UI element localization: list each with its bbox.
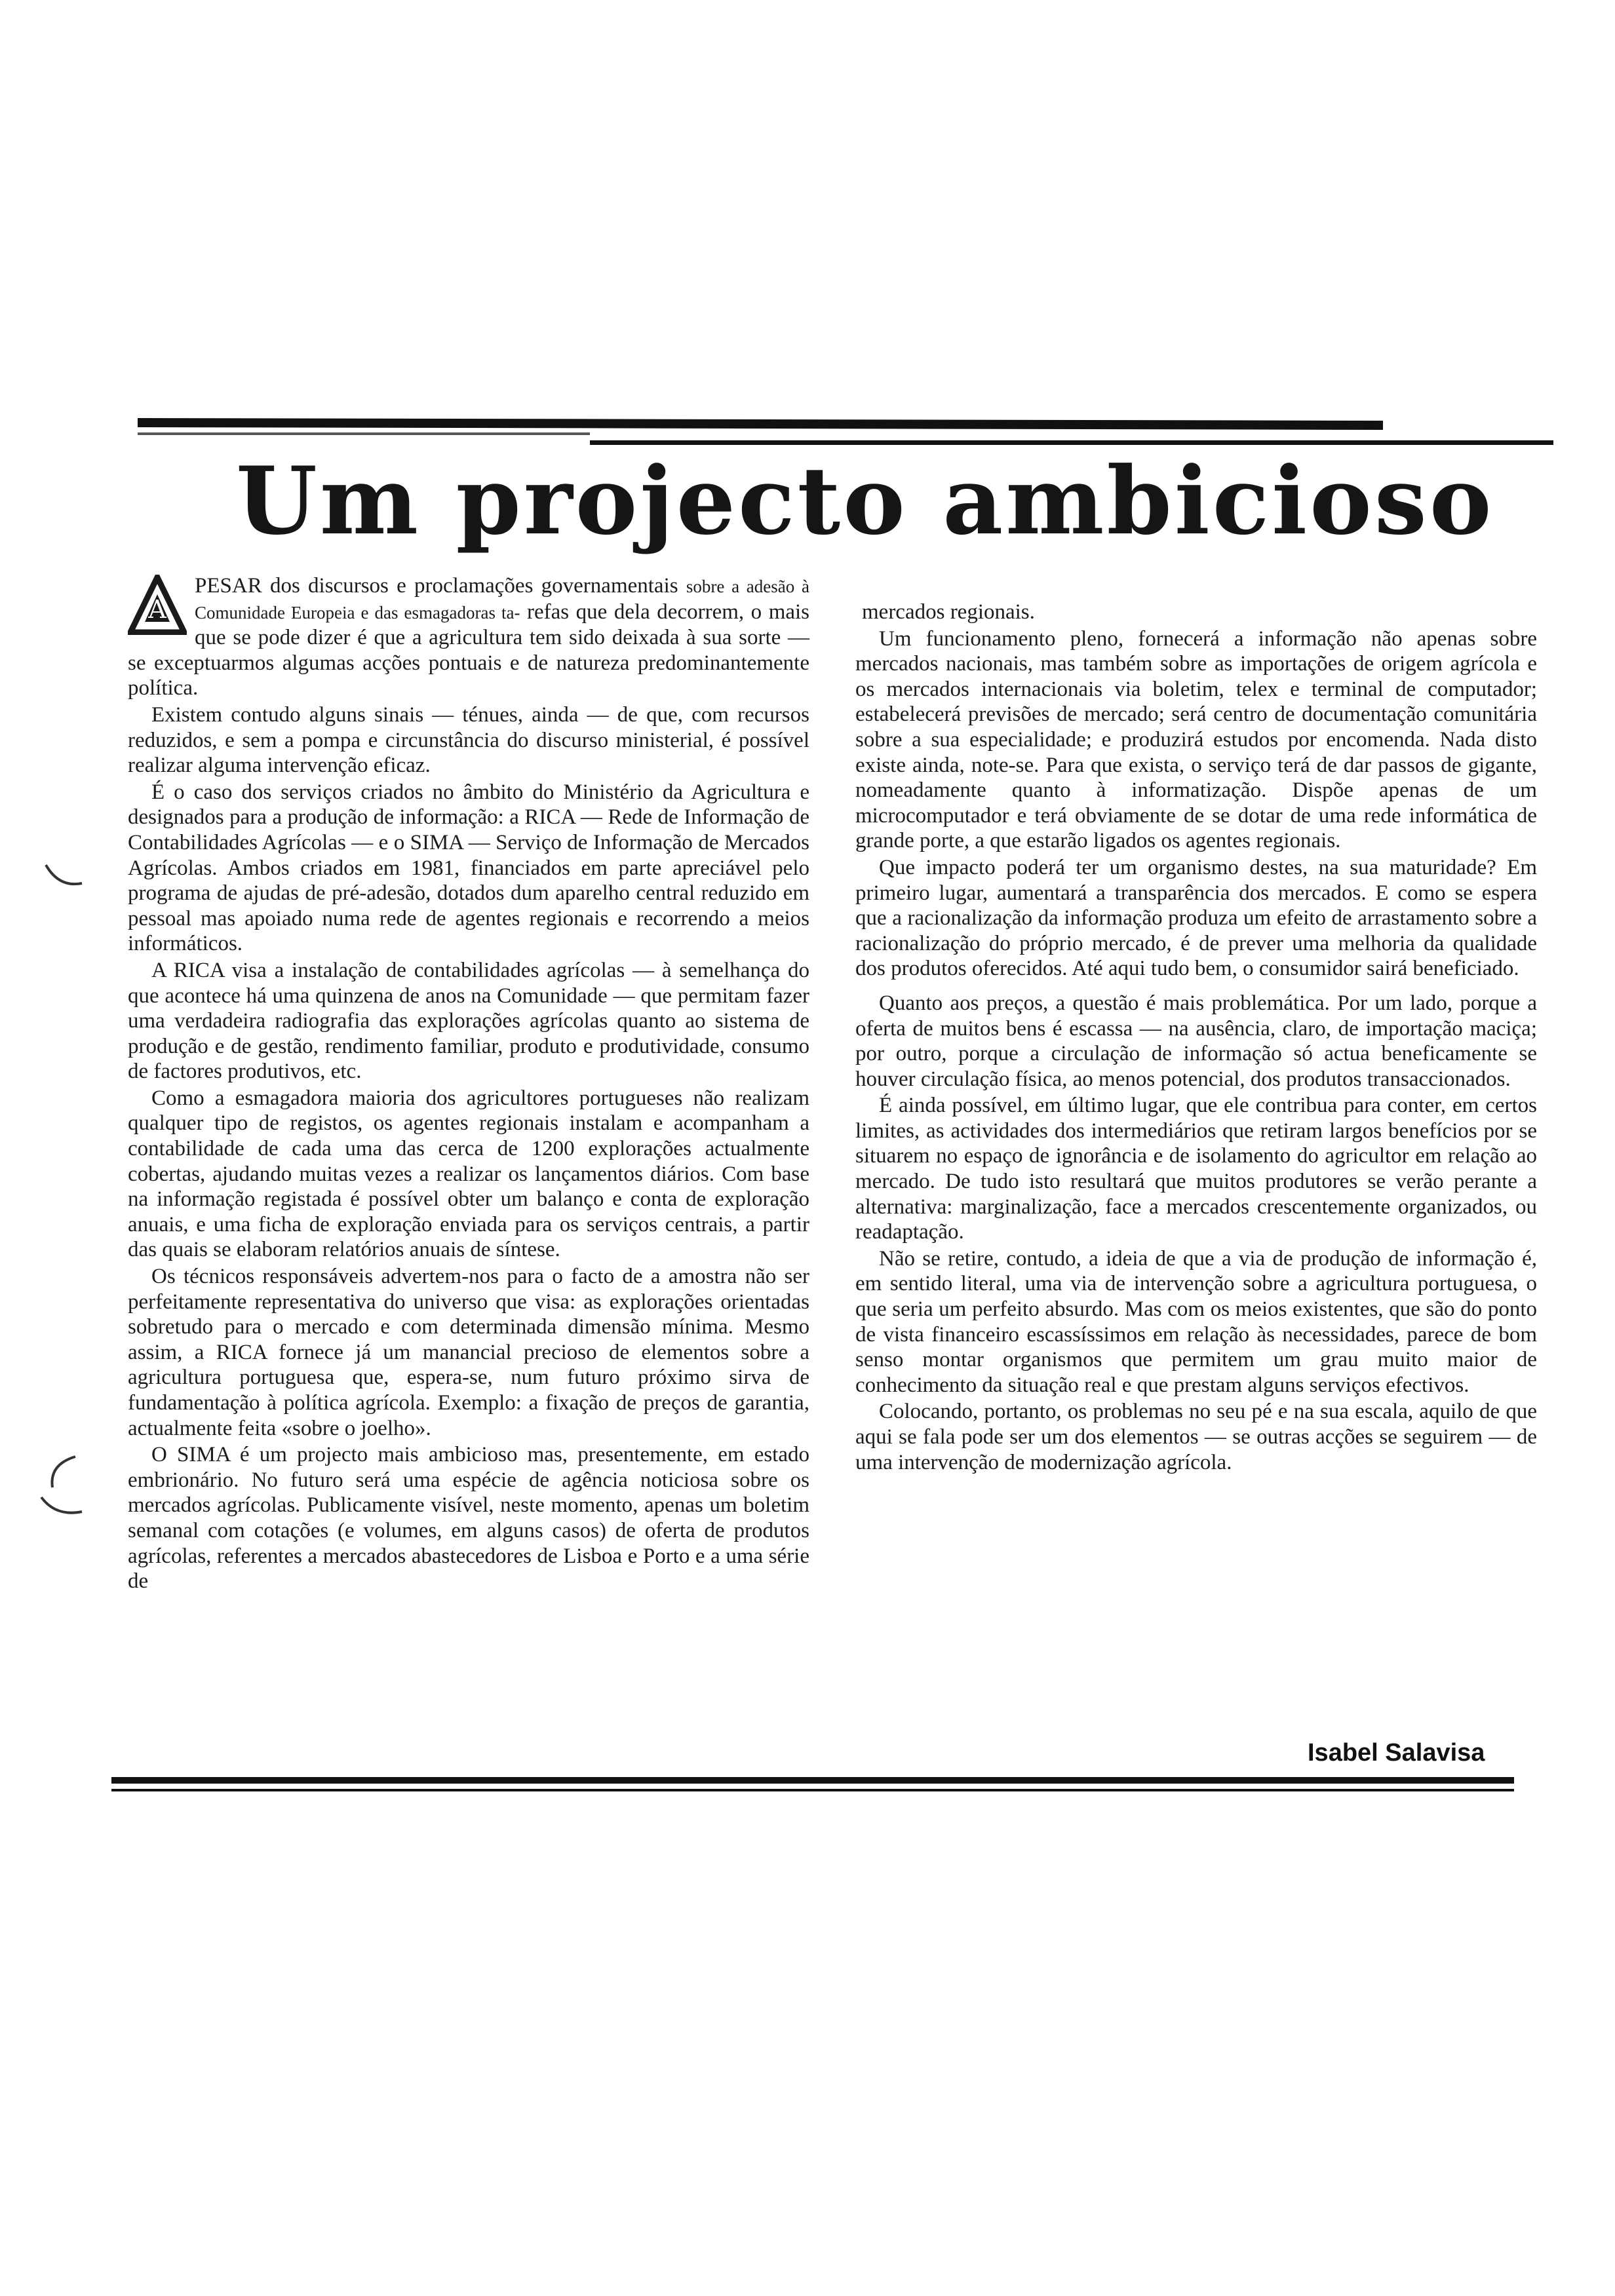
paragraph: Quanto aos preços, a questão é mais problemática. Por um lado, porque a oferta de muitos bens é escassa — na ausência, claro, de importação maciça; por outro, porque a circulação de informação só actua beneficamente se houver circulação física, ao menos potencial, dos produtos transaccionados. [855, 991, 1537, 1091]
paragraph: Colocando, portanto, os problemas no seu pé e na sua escala, aquilo de que aqui se fala pode ser um dos elementos — se outras acções se seguirem — de uma intervenção de modernização agrícola. [855, 1400, 1537, 1474]
right-column [855, 600, 1537, 1476]
paragraph: Os técnicos responsáveis advertem-nos para o facto de a amostra não ser perfeitamente representativa do universo que visa: as explorações orientadas sobretudo para o mercado e com determinada dimensão mínima. Mesmo assim, a RICA fornece já um manancial precioso de elementos sobre a agricultura portuguesa que, espera-se, num futuro próximo sirva de fundamentação à política agrícola. Exemplo: a fixação de preços de garantia, actualmente feita «sobre o joelho». [128, 1265, 809, 1440]
paragraph: Não se retire, contudo, a ideia de que a via de produção de informação é, em sentido literal, uma via de intervenção sobre a agricultura portuguesa, o que seria um perfeito absurdo. Mas com os meios existentes, que são do ponto de vista financeiro escassíssimos em relação às necessidades, parece de bom senso montar organismos que permitem um grau muito maior de conhecimento da situação real e que prestam alguns serviços efectivos. [855, 1246, 1537, 1397]
lead-small-text: sobre a adesão à Comunidade Europeia e das esmagadoras ta- [195, 577, 809, 622]
paragraph: Existem contudo alguns sinais — ténues, ainda — de que, com recursos reduzidos, e sem a pompa e circunstância do discurso ministerial, é possível realizar alguma intervenção eficaz. [128, 702, 809, 778]
dropcap-letter: A [148, 595, 166, 624]
paragraph: A RICA visa a instalação de contabilidades agrícolas — à semelhança do que acontece há uma quinzena de anos na Comunidade — que permitam fazer uma verdadeira radiografia das explorações agrícolas quanto ao sistema de produção e de gestão, rendimento familiar, produto e produtividade, consumo de factores produtivos, etc. [128, 958, 809, 1084]
paragraph: Como a esmagadora maioria dos agricultores portugueses não realizam qualquer tipo de registos, os agentes regionais instalam e acompanham a contabilidade de cada uma das cerca de 1200 explorações actualmente cobertas, ajudando muitas vezes a realizar os lançamentos diários. Com base na informação registada é possível obter um balanço e conta de exploração anuais, e uma ficha de exploração enviada para os serviços centrais, a partir das quais se elaboram relatórios anuais de síntese. [128, 1086, 809, 1262]
lead-paragraph [128, 573, 809, 701]
paragraph: É ainda possível, em último lugar, que ele contribua para conter, em certos limites, as actividades dos intermediários que retiram largos benefícios por se situarem no espaço de ignorância e de isolamento do agricultor em relação ao mercado. De tudo isto resultará que muitos produtores se verão perante a alternativa: marginalização, face a mercados crescentemente organizados, ou readaptação. [855, 1094, 1537, 1244]
paragraph: Que impacto poderá ter um organismo destes, na sua maturidade? Em primeiro lugar, aumentará a transparência dos mercados. E como se espera que a racionalização da informação produza um efeito de arrastamento sobre a racionalização do próprio mercado, é de prever uma melhoria da qualidade dos produtos oferecidos. Até aqui tudo bem, o consumidor sairá beneficiado. [855, 855, 1537, 981]
binder-hole-mark-icon [39, 852, 92, 898]
dropcap-a-icon [128, 575, 187, 635]
bottom-rule-thin [111, 1789, 1514, 1791]
paragraph: Um funcionamento pleno, fornecerá a informação não apenas sobre mercados nacionais, mas também sobre as importações de origem agrícola e os mercados internacionais via boletim, telex e terminal de computador; estabelecerá previsões de mercado; será centro de documentação comunitária sobre a sua especialidade; e produzirá estudos por encomenda. Nada disto existe ainda, note-se. Para que exista, o serviço terá de dar passos de gigante, nomeadamente quanto à informatização. Dispõe apenas de um microcomputador e terá obviamente de se dotar de uma rede informática de grande porte, a que estarão ligados os agentes regionais. [855, 626, 1537, 853]
top-rule-thick [138, 418, 1383, 430]
paragraph: O SIMA é um projecto mais ambicioso mas, presentemente, em estado embrionário. No futuro será uma espécie de agência noticiosa sobre os mercados agrícolas. Publicamente visível, neste momento, apenas um boletim semanal com cotações (e volumes, em alguns casos) de oferta de produtos agrícolas, referentes a mercados abastecedores de Lisboa e Porto e a uma série de [128, 1443, 809, 1594]
binder-hole-mark-icon [36, 1451, 88, 1523]
top-rule-thin [590, 440, 1553, 445]
author-byline: Isabel Salavisa [1308, 1739, 1485, 1767]
lead-big-text: PESAR dos discursos e proclamações governamentais [195, 574, 678, 598]
bottom-rule-thick [111, 1777, 1514, 1784]
left-column [128, 573, 809, 1596]
top-rule-thin-left [138, 432, 590, 435]
paragraph: mercados regionais. [862, 600, 1035, 624]
paragraph: É o caso dos serviços criados no âmbito do Ministério da Agricultura e designados para a produção de informação: a RICA — Rede de Informação de Contabilidades Agrícolas — e o SIMA — Serviço de Informação de Mercados Agrícolas. Ambos criados em 1981, financiados em parte apreciável pelo programa de ajudas de pré-adesão, dotados dum aparelho central reduzido em pessoal mas apoiado numa rede de agentes regionais e recorrendo a meios informáticos. [128, 780, 809, 956]
lead-rest-text: refas que dela decorrem, o mais que se pode dizer é que a agricultura tem sido deixada à sua sorte — se exceptuarmos algumas acções pontuais e de natureza predominantemente política. [128, 600, 810, 700]
article-title: Um projecto ambicioso [236, 447, 1494, 556]
